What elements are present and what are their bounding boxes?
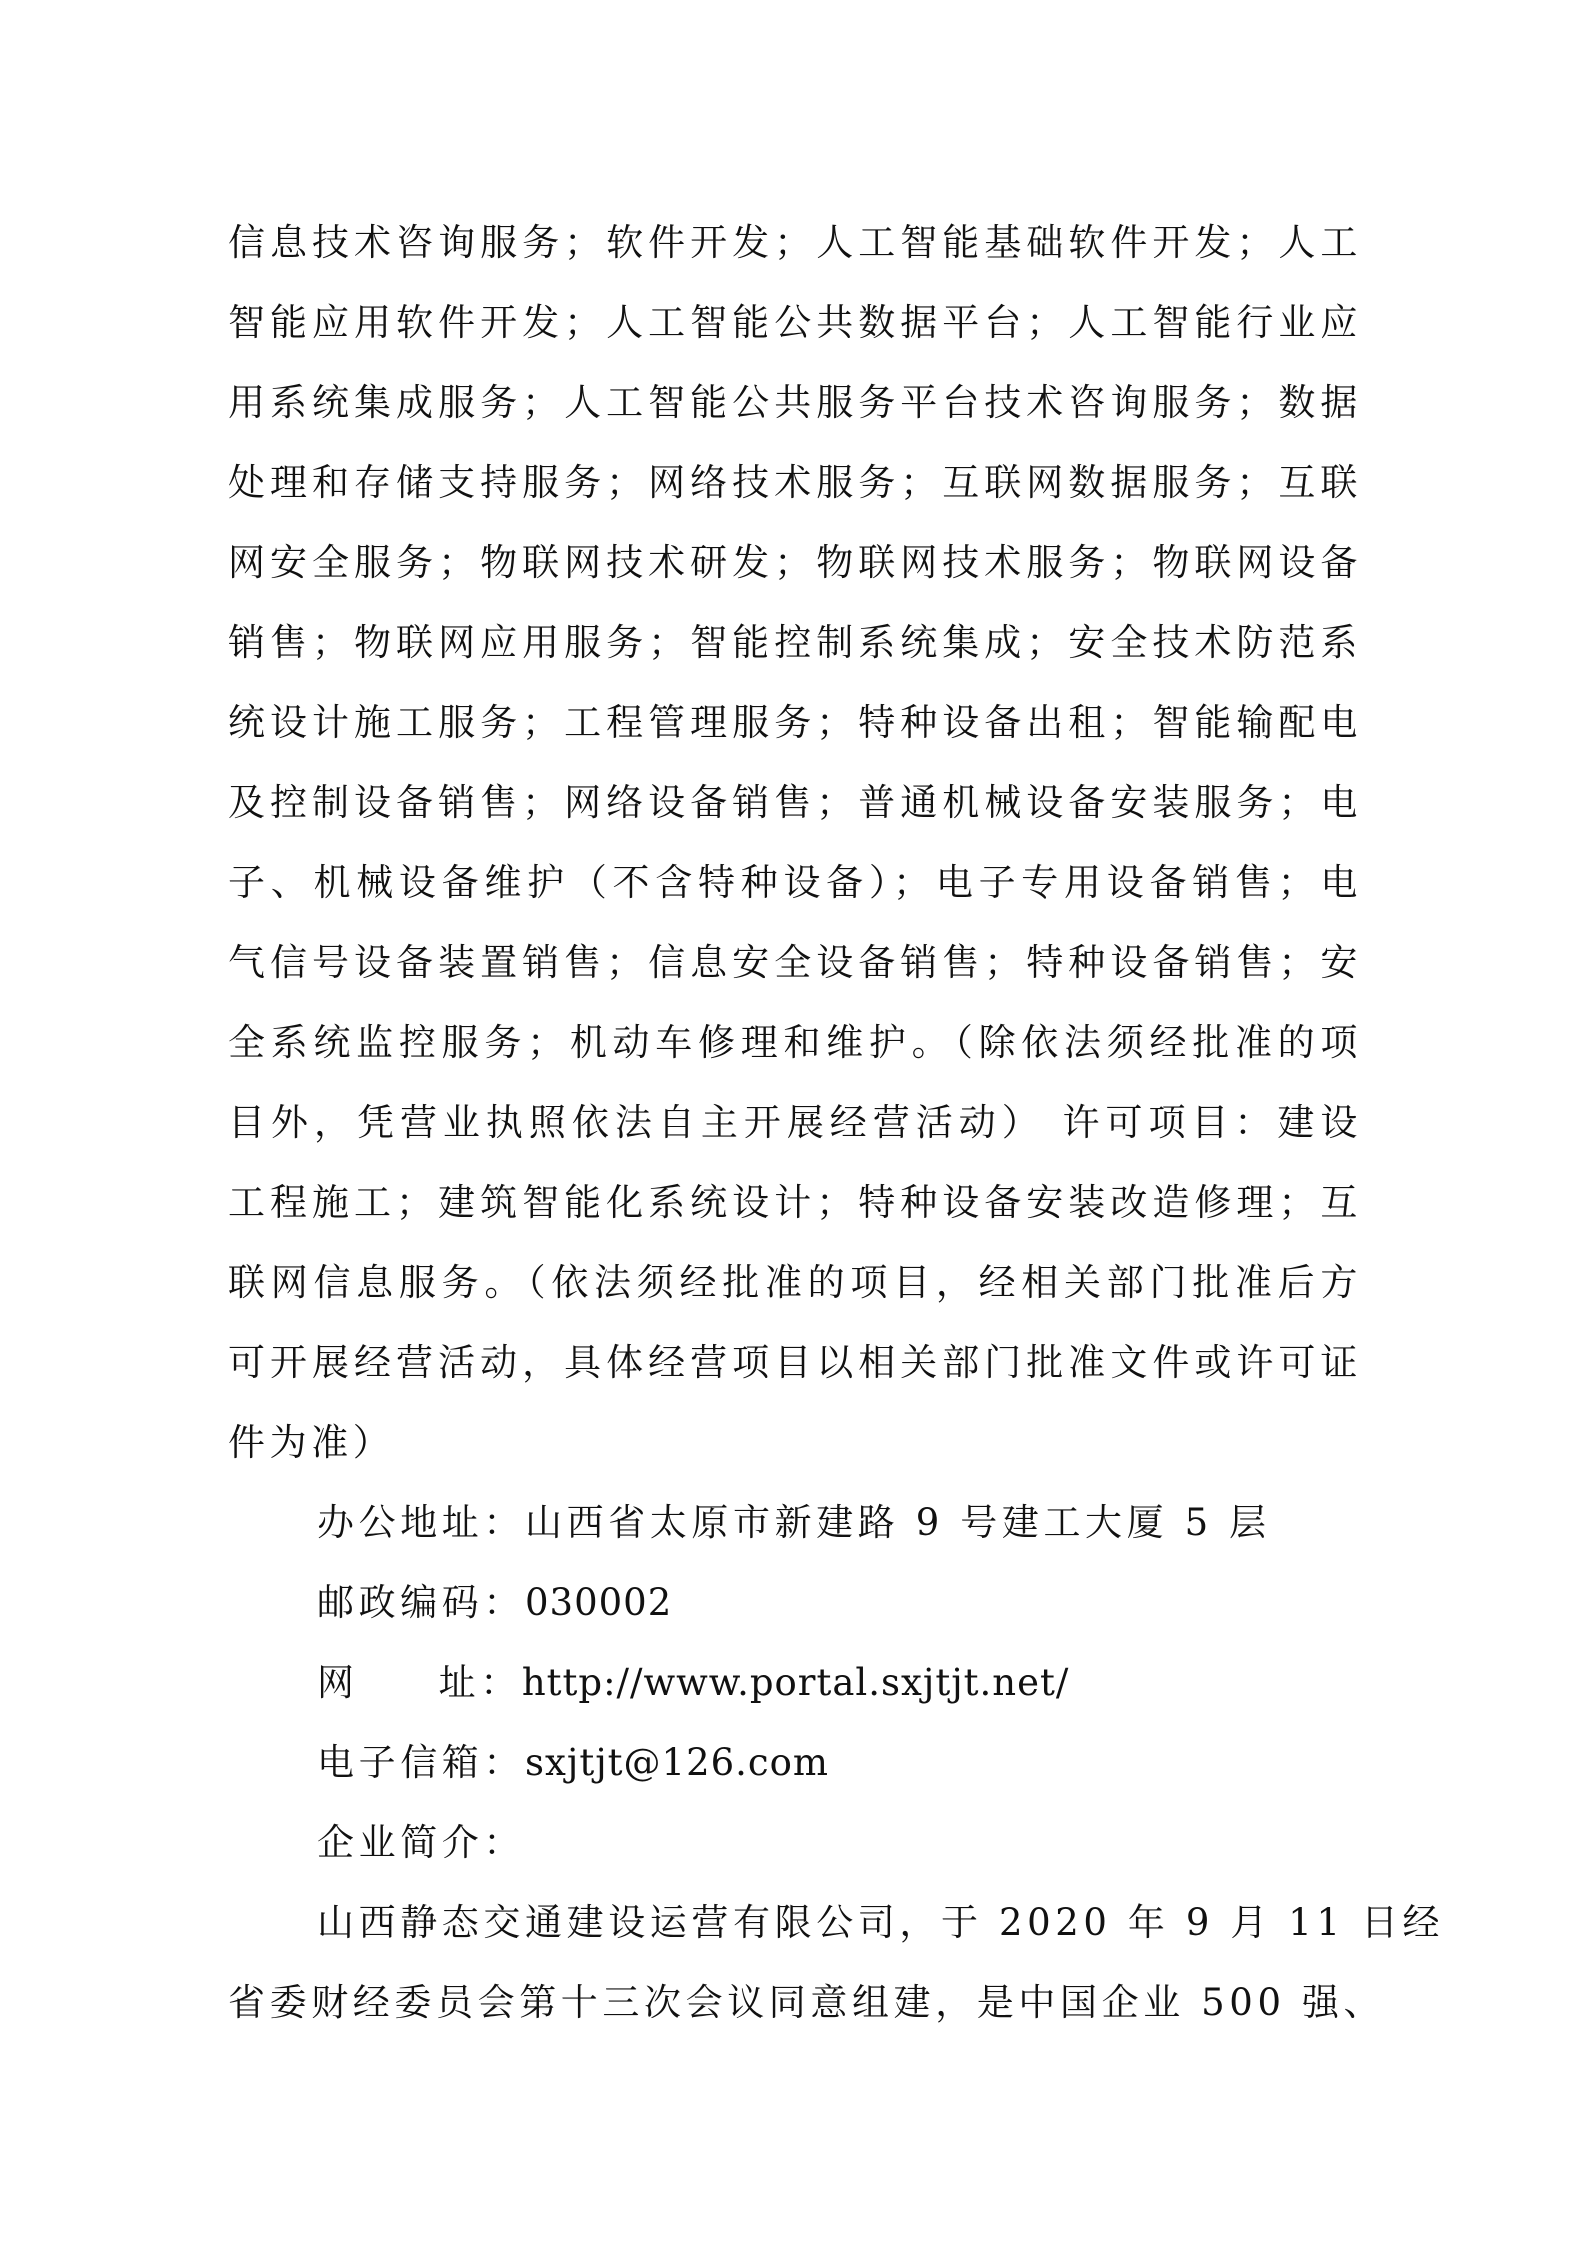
contact-info [228, 1483, 1368, 1803]
postcode-label: 邮政编码： [317, 1581, 525, 1624]
email-label: 电子信箱： [317, 1741, 525, 1784]
profile-heading: 企业简介： [317, 1821, 525, 1864]
website-row [228, 1643, 1368, 1723]
paragraph-line: 网安全服务；物联网技术研发；物联网技术服务；物联网设备 [228, 541, 1362, 584]
email-row [228, 1723, 1368, 1803]
paragraph-line: 全系统监控服务；机动车修理和维护。（除依法须经批准的项 [228, 1021, 1362, 1064]
paragraph-line: 销售；物联网应用服务；智能控制系统集成；安全技术防范系 [228, 621, 1362, 664]
paragraph-line: 气信号设备装置销售；信息安全设备销售；特种设备销售；安 [228, 941, 1362, 984]
paragraph-line: 山西静态交通建设运营有限公司，于 2020 年 9 月 11 日经 [317, 1901, 1445, 1944]
paragraph-line: 统设计施工服务；工程管理服务；特种设备出租；智能输配电 [228, 701, 1362, 744]
paragraph-line: 可开展经营活动，具体经营项目以相关部门批准文件或许可证 [228, 1341, 1362, 1384]
paragraph-line: 及控制设备销售；网络设备销售；普通机械设备安装服务；电 [228, 781, 1362, 824]
paragraph-line: 联网信息服务。（依法须经批准的项目，经相关部门批准后方 [228, 1261, 1362, 1304]
address-value: 山西省太原市新建路 9 号建工大厦 5 层 [525, 1501, 1271, 1544]
postcode-row [228, 1563, 1368, 1643]
paragraph-line: 目外，凭营业执照依法自主开展经营活动） 许可项目：建设 [228, 1101, 1362, 1144]
document-body [228, 203, 1445, 2043]
paragraph-line: 智能应用软件开发；人工智能公共数据平台；人工智能行业应 [228, 301, 1362, 344]
address-row [228, 1483, 1368, 1563]
paragraph-line: 用系统集成服务；人工智能公共服务平台技术咨询服务；数据 [228, 381, 1362, 424]
business-scope-paragraph [228, 203, 1368, 1483]
postcode-value: 030002 [525, 1581, 673, 1624]
paragraph-line: 省委财经委员会第十三次会议同意组建，是中国企业 500 强、 [228, 1981, 1386, 2024]
paragraph-line: 处理和存储支持服务；网络技术服务；互联网数据服务；互联 [228, 461, 1362, 504]
company-profile [228, 1803, 1445, 2043]
paragraph-line: 件为准） [228, 1421, 395, 1464]
website-link[interactable]: http://www.portal.sxjtjt.net/ [521, 1661, 1070, 1704]
website-label-first: 网 [317, 1661, 359, 1704]
website-label-second: 址： [438, 1661, 522, 1704]
paragraph-line: 信息技术咨询服务；软件开发；人工智能基础软件开发；人工 [228, 221, 1362, 264]
address-label: 办公地址： [317, 1501, 525, 1544]
paragraph-line: 子、机械设备维护（不含特种设备）；电子专用设备销售；电 [228, 861, 1362, 904]
paragraph-line: 工程施工；建筑智能化系统设计；特种设备安装改造修理；互 [228, 1181, 1362, 1224]
email-link[interactable]: sxjtjt@126.com [525, 1741, 830, 1784]
